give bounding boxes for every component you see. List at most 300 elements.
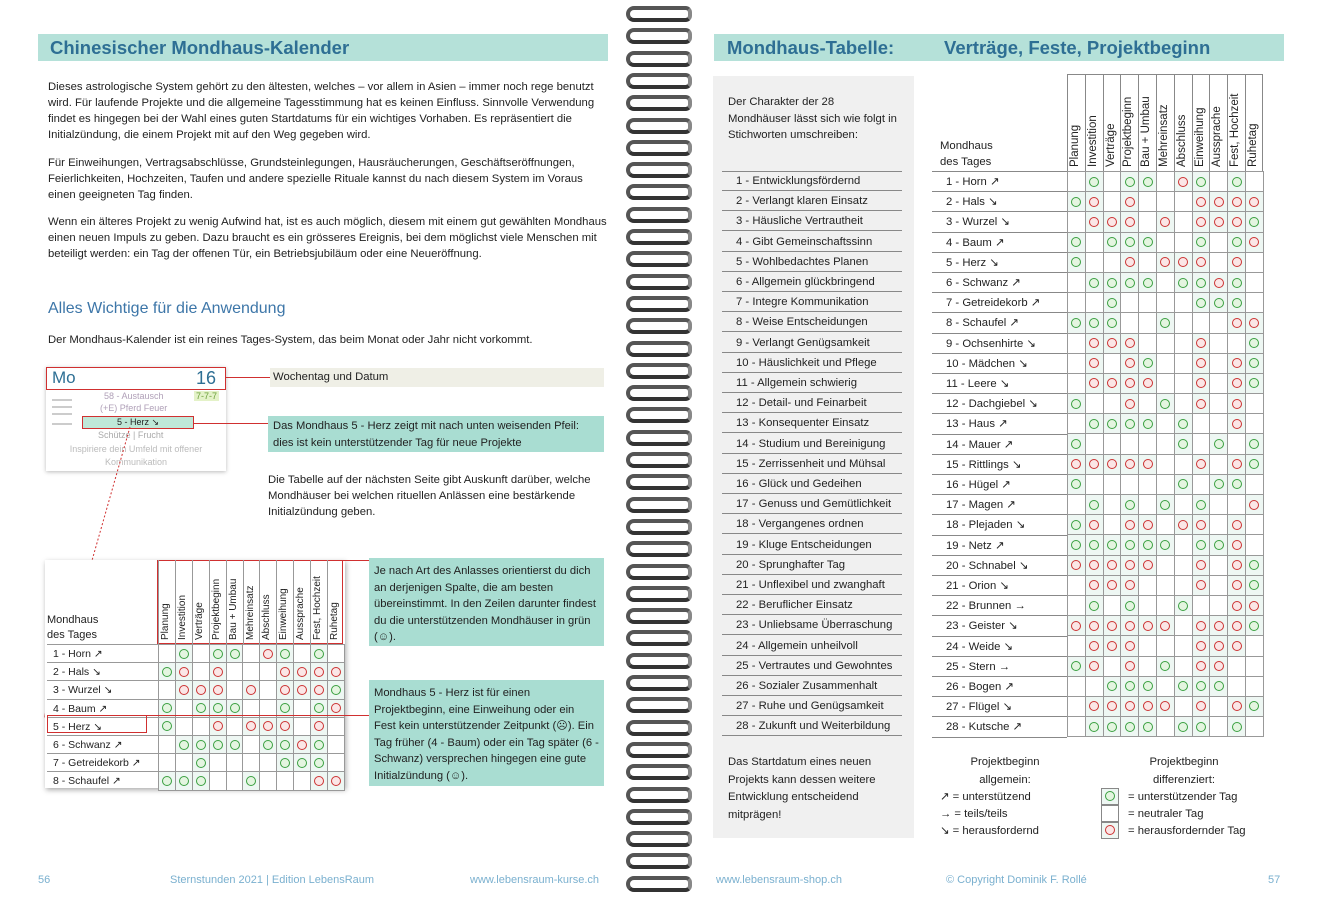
good-smiley-icon <box>1178 278 1188 288</box>
grid-cell <box>1156 656 1174 676</box>
grid-cell <box>1245 333 1263 353</box>
good-smiley-icon <box>1107 278 1117 288</box>
grid-cell <box>1103 434 1121 454</box>
table-row <box>1068 474 1264 494</box>
grid-cell <box>1085 717 1103 737</box>
bad-smiley-icon <box>1232 217 1242 227</box>
calendar-line-2: (+E) Pferd Feuer <box>100 403 168 413</box>
good-smiley-icon <box>1160 318 1170 328</box>
grid-cell <box>1121 454 1139 474</box>
grid-cell <box>1192 333 1210 353</box>
grid-cell <box>1210 252 1228 272</box>
bad-smiley-icon <box>1232 580 1242 590</box>
calendar-date: 16 <box>196 368 217 388</box>
table-row <box>1068 252 1264 272</box>
grid-cell <box>1085 232 1103 252</box>
grid-cell <box>1121 373 1139 393</box>
spiral-binding-coil-icon <box>626 608 696 627</box>
grid-cell <box>1174 575 1192 595</box>
mini-grid-cell <box>311 681 328 699</box>
good-smiley-icon <box>263 740 273 750</box>
mini-grid-cell <box>260 681 277 699</box>
table-header-divider <box>1103 74 1104 171</box>
grid-cell <box>1121 474 1139 494</box>
bad-smiley-icon <box>1089 217 1099 227</box>
grid-cell <box>1068 414 1086 434</box>
grid-cell <box>1085 434 1103 454</box>
good-smiley-icon <box>1125 419 1135 429</box>
bad-smiley-icon <box>1232 378 1242 388</box>
bad-smiley-icon <box>1125 217 1135 227</box>
mini-grid-cell <box>260 717 277 735</box>
bad-smiley-icon <box>1143 560 1153 570</box>
grid-cell <box>1103 353 1121 373</box>
mini-grid-cell <box>327 754 344 772</box>
grid-cell <box>1245 192 1263 212</box>
grid-cell <box>1139 333 1157 353</box>
grid-cell <box>1156 515 1174 535</box>
good-smiley-icon <box>1071 661 1081 671</box>
table-row <box>1068 192 1264 212</box>
mini-grid-cell <box>327 681 344 699</box>
character-row: 11 - Allgemein schwierig <box>722 373 902 393</box>
grid-cell <box>1103 575 1121 595</box>
good-smiley-icon <box>1143 540 1153 550</box>
mini-column-header: Einweihung <box>278 588 290 640</box>
mini-grid-cell <box>294 663 311 681</box>
mini-grid-cell <box>175 717 192 735</box>
grid-cell <box>1245 373 1263 393</box>
table-row <box>1068 313 1264 333</box>
footer-right-url: www.lebensraum-shop.ch <box>716 874 842 886</box>
house-label: 22 - Brunnen → <box>932 595 1067 615</box>
grid-cell <box>1085 172 1103 192</box>
grid-cell <box>1139 717 1157 737</box>
character-row: 12 - Detail- und Feinarbeit <box>722 393 902 413</box>
bad-smiley-icon <box>331 703 341 713</box>
good-smiley-icon <box>1107 298 1117 308</box>
label-weekday-date: Wochentag und Datum <box>270 368 604 387</box>
grid-cell <box>1156 575 1174 595</box>
house-label: 7 - Getreidekorb ↗ <box>932 292 1067 312</box>
character-row: 18 - Vergangenes ordnen <box>722 514 902 534</box>
grid-cell <box>1121 333 1139 353</box>
grid-cell <box>1156 172 1174 192</box>
grid-cell <box>1174 373 1192 393</box>
bad-smiley-icon <box>1160 621 1170 631</box>
grid-cell <box>1085 495 1103 515</box>
grid-cell <box>1103 272 1121 292</box>
mini-grid-cell <box>159 772 176 790</box>
grid-cell <box>1139 555 1157 575</box>
grid-cell <box>1103 454 1121 474</box>
grid-cell <box>1121 192 1139 212</box>
good-smiley-icon <box>1071 540 1081 550</box>
grid-cell <box>1103 293 1121 313</box>
bad-smiley-icon <box>1249 237 1259 247</box>
good-smiley-icon <box>1125 237 1135 247</box>
column-header: Einweihung <box>1193 107 1206 167</box>
grid-cell <box>1156 353 1174 373</box>
mini-grid-cell <box>277 772 294 790</box>
mini-header-divider <box>158 560 159 644</box>
grid-cell <box>1245 555 1263 575</box>
grid-cell <box>1068 272 1086 292</box>
grid-cell <box>1156 434 1174 454</box>
mini-header-divider <box>243 560 244 644</box>
grid-cell <box>1103 333 1121 353</box>
grid-cell <box>1192 192 1210 212</box>
grid-cell <box>1085 293 1103 313</box>
mini-house-label: 5 - Herz ↘ <box>47 717 158 735</box>
good-smiley-icon <box>1249 560 1259 570</box>
grid-cell <box>1174 192 1192 212</box>
grid-cell <box>1228 717 1246 737</box>
bad-smiley-icon <box>1089 358 1099 368</box>
bad-smiley-icon <box>1125 358 1135 368</box>
left-page-title: Chinesischer Mondhaus-Kalender <box>38 34 608 61</box>
grid-cell <box>1085 474 1103 494</box>
bad-smiley-icon <box>1249 500 1259 510</box>
grid-cell <box>1085 656 1103 676</box>
good-smiley-icon <box>1249 338 1259 348</box>
good-smiley-icon <box>314 649 324 659</box>
grid-cell <box>1068 696 1086 716</box>
grid-cell <box>1210 616 1228 636</box>
table-row <box>1068 696 1264 716</box>
mini-header-divider <box>327 560 328 644</box>
grid-cell <box>1210 474 1228 494</box>
grid-cell <box>1139 656 1157 676</box>
row-header: Mondhaus des Tages <box>940 140 993 168</box>
good-smiley-icon <box>1143 681 1153 691</box>
grid-cell <box>1139 272 1157 292</box>
house-label: 12 - Dachgiebel ↘ <box>932 393 1067 413</box>
grid-cell <box>1192 474 1210 494</box>
bad-smiley-icon <box>263 721 273 731</box>
mini-grid-cell <box>209 754 226 772</box>
good-smiley-icon <box>1089 500 1099 510</box>
grid-cell <box>1192 212 1210 232</box>
grid-cell <box>1245 414 1263 434</box>
house-label: 28 - Kutsche ↗ <box>932 716 1067 736</box>
good-smiley-icon <box>1214 681 1224 691</box>
bad-smiley-icon <box>1089 459 1099 469</box>
grid-cell <box>1103 313 1121 333</box>
mini-grid-cell <box>327 663 344 681</box>
table-row <box>1068 414 1264 434</box>
character-row: 20 - Sprunghafter Tag <box>722 555 902 575</box>
grid-cell <box>1139 616 1157 636</box>
mini-grid-cell <box>209 717 226 735</box>
bad-smiley-icon <box>1232 540 1242 550</box>
footer-right-copyright: © Copyright Dominik F. Rollé <box>946 874 1087 886</box>
bad-smiley-icon <box>1107 641 1117 651</box>
grid-cell <box>1245 272 1263 292</box>
table-row <box>1068 212 1264 232</box>
table-row <box>1068 555 1264 575</box>
mini-grid-cell <box>243 645 260 663</box>
house-label: 19 - Netz ↗ <box>932 535 1067 555</box>
table-row <box>1068 717 1264 737</box>
spiral-binding-coil-icon <box>626 876 696 895</box>
grid-cell <box>1121 434 1139 454</box>
grid-cell <box>1156 616 1174 636</box>
mini-grid-cell <box>209 681 226 699</box>
grid-cell <box>1174 495 1192 515</box>
table-row <box>1068 454 1264 474</box>
bad-smiley-icon <box>1196 399 1206 409</box>
right-page-title-right: Verträge, Feste, Projektbeginn <box>944 37 1211 58</box>
good-smiley-icon <box>213 740 223 750</box>
grid-cell <box>1103 495 1121 515</box>
bad-smiley-icon <box>1125 580 1135 590</box>
mini-grid-cell <box>192 717 209 735</box>
good-smiley-icon <box>280 740 290 750</box>
mini-grid-cell <box>159 717 176 735</box>
bad-smiley-icon <box>1232 257 1242 267</box>
spiral-binding-coil-icon <box>626 296 696 315</box>
grid-cell <box>1068 474 1086 494</box>
grid-cell <box>1139 474 1157 494</box>
grid-cell <box>1103 474 1121 494</box>
house-label: 18 - Plejaden ↘ <box>932 514 1067 534</box>
grid-cell <box>1228 414 1246 434</box>
good-smiley-icon <box>1196 722 1206 732</box>
character-row: 22 - Beruflicher Einsatz <box>722 595 902 615</box>
good-smiley-icon <box>1160 661 1170 671</box>
grid-cell <box>1174 293 1192 313</box>
mini-grid-cell <box>277 735 294 753</box>
bad-smiley-icon <box>1232 197 1242 207</box>
table-note: Die Tabelle auf der nächsten Seite gibt Auskunft darüber, welche Mondhäuser bei welchen rituellen Anlässen eine bestärkende Initialzündung geben. <box>268 474 591 518</box>
mini-column-header: Bau + Umbau <box>227 578 239 640</box>
bad-smiley-icon <box>179 667 189 677</box>
spiral-binding-coil-icon <box>626 207 696 226</box>
good-smiley-icon <box>196 776 206 786</box>
grid-cell <box>1174 474 1192 494</box>
grid-cell <box>1121 555 1139 575</box>
good-smiley-icon <box>1178 479 1188 489</box>
grid-cell <box>1103 676 1121 696</box>
character-row: 14 - Studium und Bereinigung <box>722 434 902 454</box>
column-header: Investition <box>1086 115 1099 167</box>
good-smiley-icon <box>1196 298 1206 308</box>
mini-grid-cell <box>277 717 294 735</box>
grid-cell <box>1156 676 1174 696</box>
paragraph-1: Dieses astrologische System gehört zu den ältesten, welches – vor allem in Asien – immer noch rege benutzt wird. Für laufende Projekte und die allgemeine Tagesstimmung hat es keinen Einfluss. Sinnvolle Verwendung findet es hingegen bei der Wahl eines guten Startdatums für ein wichtiges Vorhaben. Es repräsentiert die Initialzündung, die einem Projekt mit auf den Weg gegeben wird. <box>48 81 595 141</box>
house-label: 27 - Flügel ↘ <box>932 696 1067 716</box>
grid-cell <box>1228 575 1246 595</box>
grid-cell <box>1103 595 1121 615</box>
grid-cell <box>1103 636 1121 656</box>
good-smiley-icon <box>1214 540 1224 550</box>
bad-smiley-icon <box>246 721 256 731</box>
mini-grid-cell <box>243 717 260 735</box>
good-smiley-icon <box>1107 419 1117 429</box>
table-row <box>1068 495 1264 515</box>
spiral-binding-coil-icon <box>626 229 696 248</box>
bad-smiley-icon <box>1196 197 1206 207</box>
house-label: 1 - Horn ↗ <box>932 171 1067 191</box>
spiral-binding-coil-icon <box>626 73 696 92</box>
grid-cell <box>1228 434 1246 454</box>
spiral-binding-coil-icon <box>626 162 696 181</box>
table-row <box>1068 373 1264 393</box>
house-label: 14 - Mauer ↗ <box>932 434 1067 454</box>
grid-cell <box>1121 212 1139 232</box>
mini-grid-cell <box>192 663 209 681</box>
bad-smiley-icon <box>331 667 341 677</box>
calendar-line-4: Schütze | Frucht <box>98 430 164 440</box>
grid-cell <box>1245 636 1263 656</box>
grid-cell <box>1228 252 1246 272</box>
character-row: 6 - Allgemein glückbringend <box>722 272 902 292</box>
bad-smiley-icon <box>1232 358 1242 368</box>
spiral-binding-coil-icon <box>626 720 696 739</box>
spiral-binding-coil-icon <box>626 28 696 47</box>
grid-cell <box>1103 717 1121 737</box>
grid-cell <box>1068 172 1086 192</box>
mini-column-header: Abschluss <box>261 594 273 640</box>
grid-cell <box>1210 414 1228 434</box>
column-header: Bau + Umbau <box>1140 96 1153 167</box>
good-smiley-icon <box>1089 278 1099 288</box>
good-smiley-icon <box>1214 439 1224 449</box>
mini-grid <box>158 644 345 791</box>
grid-cell <box>1068 717 1086 737</box>
character-row: 24 - Allgemein unheilvoll <box>722 636 902 656</box>
table-row <box>1068 434 1264 454</box>
mini-column-header: Planung <box>160 603 171 640</box>
character-row: 17 - Genuss und Gemütlichkeit <box>722 494 902 514</box>
good-smiley-icon <box>1143 237 1153 247</box>
good-smiley-icon <box>1214 298 1224 308</box>
mini-grid-cell <box>175 754 192 772</box>
grid-cell <box>1139 252 1157 272</box>
grid-cell <box>1085 192 1103 212</box>
grid-cell <box>1156 252 1174 272</box>
mini-grid-cell <box>175 735 192 753</box>
mini-grid-cell <box>311 645 328 663</box>
grid-cell <box>1121 696 1139 716</box>
mini-house-label: 8 - Schaufel ↗ <box>47 771 158 789</box>
bad-smiley-icon <box>1214 641 1224 651</box>
good-smiley-icon <box>280 758 290 768</box>
good-smiley-icon <box>1249 459 1259 469</box>
grid-cell <box>1121 676 1139 696</box>
mini-grid-cell <box>260 663 277 681</box>
grid-cell <box>1245 434 1263 454</box>
bad-smiley-icon <box>1107 459 1117 469</box>
column-header: Planung <box>1069 124 1081 167</box>
table-row <box>1068 353 1264 373</box>
bad-smiley-icon <box>1214 661 1224 671</box>
grid-cell <box>1068 434 1086 454</box>
house-label: 11 - Leere ↘ <box>932 373 1067 393</box>
spiral-binding-coil-icon <box>626 742 696 761</box>
grid-cell <box>1068 192 1086 212</box>
good-smiley-icon <box>1143 278 1153 288</box>
grid-cell <box>1210 373 1228 393</box>
character-row: 21 - Unflexibel und zwanghaft <box>722 575 902 595</box>
grid-cell <box>1085 272 1103 292</box>
character-row: 4 - Gibt Gemeinschaftssinn <box>722 232 902 252</box>
bad-smiley-icon <box>1089 520 1099 530</box>
mini-grid-cell <box>260 735 277 753</box>
bad-smiley-icon <box>314 685 324 695</box>
grid-cell <box>1245 515 1263 535</box>
grid-cell <box>1156 394 1174 414</box>
grid-cell <box>1156 414 1174 434</box>
bad-smiley-icon <box>1196 257 1206 267</box>
grid-cell <box>1192 717 1210 737</box>
good-smiley-icon <box>1089 177 1099 187</box>
good-smiley-icon <box>1125 500 1135 510</box>
grid-cell <box>1139 212 1157 232</box>
character-row: 8 - Weise Entscheidungen <box>722 312 902 332</box>
grid-cell <box>1192 373 1210 393</box>
good-smiley-icon <box>179 776 189 786</box>
grid-cell <box>1210 717 1228 737</box>
grid-cell <box>1139 373 1157 393</box>
spiral-binding-coil-icon <box>626 51 696 70</box>
good-smiley-icon <box>1249 580 1259 590</box>
legend1-title: Projektbeginn allgemein: <box>970 756 1040 786</box>
grid-cell <box>1085 595 1103 615</box>
grid-cell <box>1228 595 1246 615</box>
bad-smiley-icon <box>1089 197 1099 207</box>
good-smiley-icon <box>1089 318 1099 328</box>
grid-cell <box>1174 454 1192 474</box>
grid-cell <box>1068 252 1086 272</box>
bad-smiley-icon <box>1249 318 1259 328</box>
bad-smiley-icon <box>1249 601 1259 611</box>
grid-cell <box>1174 535 1192 555</box>
bad-smiley-icon <box>1196 338 1206 348</box>
grid-cell <box>1245 495 1263 515</box>
bad-smiley-icon <box>1089 641 1099 651</box>
grid-cell <box>1068 535 1086 555</box>
spiral-binding-coil-icon <box>626 430 696 449</box>
grid-cell <box>1121 313 1139 333</box>
character-row: 19 - Kluge Entscheidungen <box>722 535 902 555</box>
grid-cell <box>1156 474 1174 494</box>
grid-cell <box>1139 495 1157 515</box>
grid-cell <box>1156 696 1174 716</box>
bad-smiley-icon <box>1232 520 1242 530</box>
character-row: 3 - Häusliche Vertrautheit <box>722 211 902 231</box>
column-header: Verträge <box>1104 123 1117 167</box>
grid-cell <box>1068 555 1086 575</box>
good-smiley-icon <box>1232 479 1242 489</box>
mini-grid-cell <box>209 645 226 663</box>
grid-cell <box>1192 595 1210 615</box>
good-smiley-icon <box>1089 540 1099 550</box>
good-smiley-icon <box>1178 419 1188 429</box>
house-label: 21 - Orion ↘ <box>932 575 1067 595</box>
grid-cell <box>1139 575 1157 595</box>
grid-cell <box>1210 333 1228 353</box>
good-smiley-icon <box>1196 681 1206 691</box>
grid-cell <box>1068 454 1086 474</box>
grid-cell <box>1245 717 1263 737</box>
table-row <box>1068 535 1264 555</box>
bad-smiley-icon <box>1107 701 1117 711</box>
good-smiley-icon <box>1071 520 1081 530</box>
bad-smiley-icon <box>1160 701 1170 711</box>
grid-cell <box>1085 515 1103 535</box>
